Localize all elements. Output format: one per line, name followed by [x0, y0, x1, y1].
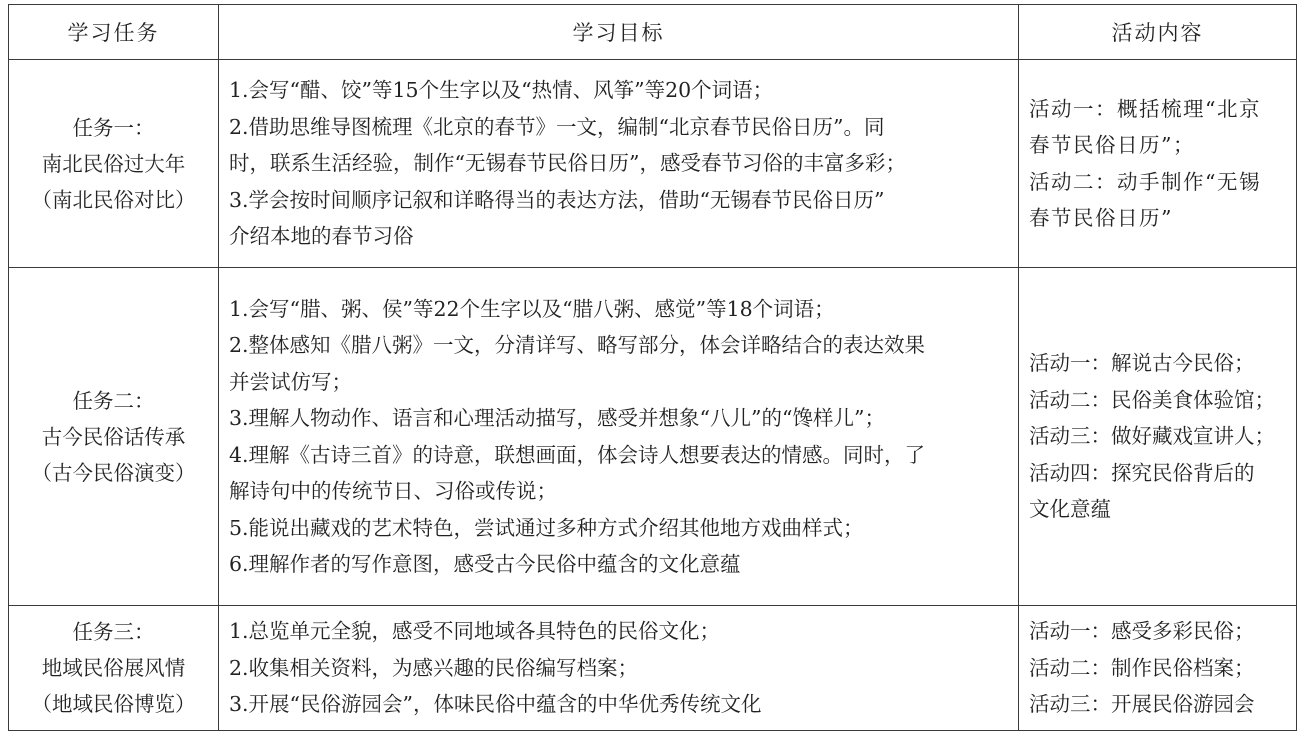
activities-cell	[1019, 60, 1297, 268]
goal-line: 时，联系生活经验，制作“无锡春节民俗日历”，感受春节习俗的丰富多彩；	[229, 151, 906, 176]
task-subtitle: （古今民俗演变）	[31, 460, 196, 485]
header-task: 学习任务	[9, 5, 219, 60]
header-goals: 学习目标	[219, 5, 1019, 60]
goal-line: 2.整体感知《腊八粥》一文，分清详写、略写部分，体会详略结合的表达效果	[229, 333, 926, 357]
goal-line: 介绍本地的春节习俗	[229, 224, 414, 249]
goal-line: 4.理解《古诗三首》的诗意，联想画面，体会诗人想要表达的情感。同时，了	[229, 442, 926, 467]
goal-line: 1.会写“醋、饺”等15个生字以及“热情、风筝”等20个词语；	[229, 78, 774, 103]
table-header-row	[9, 5, 1297, 60]
goal-line: 6.理解作者的写作意图，感受古今民俗中蕴含的文化意蕴	[229, 552, 741, 576]
activity-line: 活动一：感受多彩民俗；	[1029, 619, 1255, 644]
task-subtitle: （地域民俗博览）	[31, 692, 196, 716]
lesson-plan-table-container	[8, 4, 1296, 731]
table-row	[9, 60, 1297, 268]
activity-line: 春节民俗日历”；	[1029, 133, 1195, 157]
goal-line: 5.能说出藏戏的艺术特色，尝试通过多种方式介绍其他地方戏曲样式；	[229, 515, 864, 540]
activity-line: 文化意蕴	[1029, 497, 1111, 522]
activity-line: 春节民俗日历”	[1029, 206, 1173, 230]
activities-cell	[1019, 268, 1297, 606]
task-title: 南北民俗过大年	[41, 151, 186, 176]
lesson-plan-table	[8, 4, 1297, 731]
header-activities: 活动内容	[1019, 5, 1297, 60]
table-row	[9, 268, 1297, 606]
goal-line: 解诗句中的传统节日、习俗或传说；	[229, 479, 557, 503]
task-subtitle: （南北民俗对比）	[31, 187, 196, 212]
goals-cell	[219, 60, 1019, 268]
task-cell	[9, 60, 219, 268]
task-title: 古今民俗话传承	[41, 424, 186, 449]
task-cell	[9, 606, 219, 731]
goal-line: 2.借助思维导图梳理《北京的春节》一文，编制“北京春节民俗日历”。同	[229, 114, 885, 139]
task-cell	[9, 268, 219, 606]
activity-line: 活动一：概括梳理“北京	[1029, 96, 1261, 121]
goal-line: 1.会写“腊、粥、侯”等22个生字以及“腊八粥、感觉”等18个词语；	[229, 296, 835, 321]
goal-line: 并尝试仿写；	[229, 369, 352, 394]
activity-line: 活动二：制作民俗档案；	[1029, 655, 1255, 680]
goal-line: 2.收集相关资料，为感兴趣的民俗编写档案；	[229, 655, 639, 680]
activity-line: 活动二：民俗美食体验馆；	[1029, 387, 1275, 412]
goal-line: 1.总览单元全貌，感受不同地域各具特色的民俗文化；	[229, 619, 721, 644]
task-number: 任务二：	[72, 388, 155, 413]
goals-cell	[219, 268, 1019, 606]
goal-line: 3.理解人物动作、语言和心理活动描写，感受并想象“八儿”的“馋样儿”；	[229, 406, 885, 430]
task-number: 任务三：	[72, 620, 155, 644]
table-row	[9, 606, 1297, 731]
activity-line: 活动四：探究民俗背后的	[1029, 460, 1255, 485]
task-title: 地域民俗展风情	[41, 656, 186, 680]
activity-line: 活动二：动手制作“无锡	[1029, 169, 1261, 194]
activity-line: 活动一：解说古今民俗；	[1029, 351, 1255, 376]
activity-line: 活动三：做好藏戏宣讲人；	[1029, 424, 1275, 449]
goals-cell	[219, 606, 1019, 731]
activities-cell	[1019, 606, 1297, 731]
activity-line: 活动三：开展民俗游园会	[1029, 692, 1255, 717]
task-number: 任务一：	[72, 115, 155, 140]
goal-line: 3.开展“民俗游园会”，体味民俗中蕴含的中华优秀传统文化	[229, 692, 762, 717]
goal-line: 3.学会按时间顺序记叙和详略得当的表达方法，借助“无锡春节民俗日历”	[229, 187, 885, 212]
